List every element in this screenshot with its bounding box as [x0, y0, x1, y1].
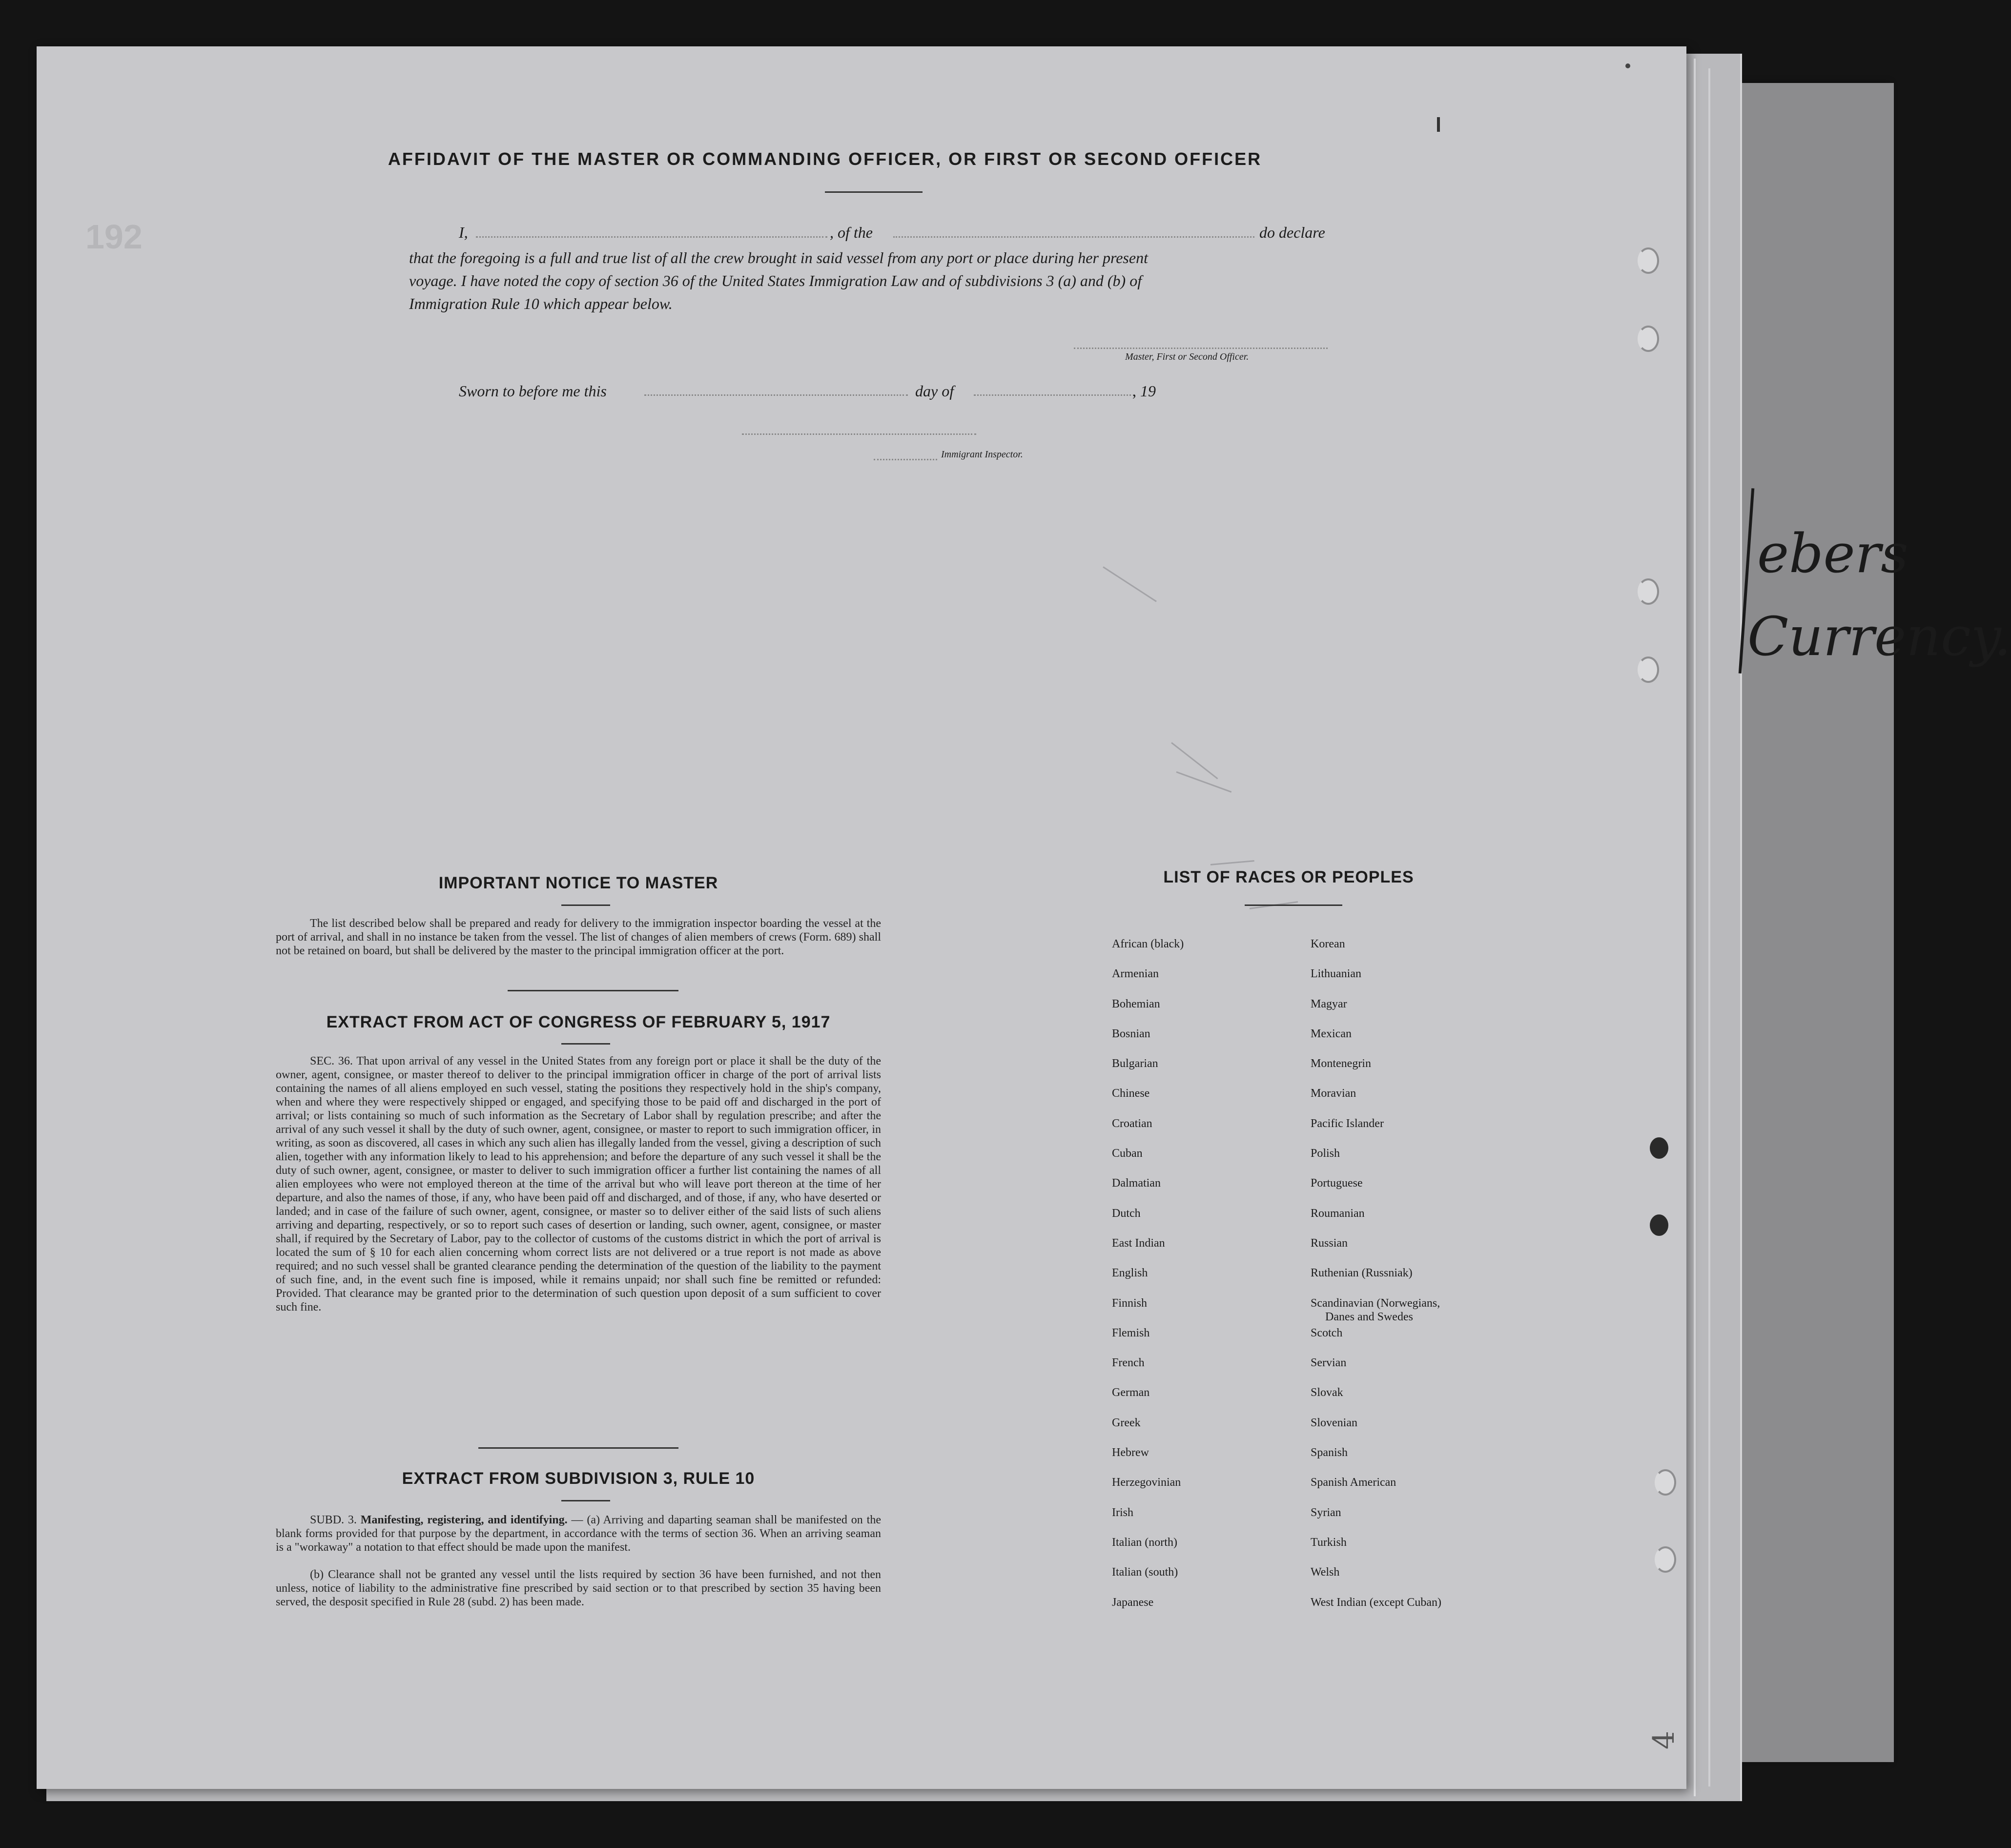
- affidavit-title: AFFIDAVIT OF THE MASTER OR COMMANDING OFFICER, OR FIRST OR SECOND OFFICER: [388, 149, 1262, 169]
- extract-act-title: EXTRACT FROM ACT OF CONGRESS OF FEBRUARY 5, 1917: [326, 1013, 831, 1031]
- races-column-2: [1311, 929, 1441, 1618]
- race-item: Pacific Islander: [1311, 1117, 1384, 1130]
- race-item: Ruthenian (Russniak): [1311, 1267, 1413, 1280]
- race-item: Bohemian: [1112, 997, 1160, 1010]
- race-item: Dalmatian: [1112, 1177, 1161, 1190]
- race-item: Scandinavian (Norwegians, Danes and Swedes: [1311, 1296, 1440, 1323]
- race-item: Turkish: [1311, 1536, 1347, 1549]
- divider: [508, 990, 678, 991]
- race-item: Moravian: [1311, 1087, 1356, 1100]
- binder-hole: [1638, 578, 1659, 605]
- race-item: Italian (south): [1112, 1566, 1178, 1579]
- race-item: Korean: [1311, 938, 1345, 950]
- extract-rule-para-b: (b) Clearance shall not be granted any vessel until the lists required by section 36 have been furnished, and not then unless, notice of liability to the administrative fine prescribed by said section or to that prescribed by section 35 having been served, the desposit specified in Rule 28 (subd. 2) has been made.: [276, 1568, 881, 1608]
- corner-mark: 4: [1647, 1730, 1682, 1750]
- divider: [561, 1500, 610, 1501]
- divider: [1245, 904, 1342, 906]
- race-item: Welsh: [1311, 1566, 1340, 1579]
- day-of-label: day of: [915, 382, 954, 400]
- race-item: Lithuanian: [1311, 967, 1361, 981]
- race-item: Herzegovinian: [1112, 1476, 1181, 1489]
- binder-hole: [1638, 326, 1659, 352]
- races-column-1: [1112, 929, 1184, 1618]
- signature-line: [1074, 348, 1328, 349]
- race-item: Dutch: [1112, 1207, 1141, 1220]
- subd-heading: Manifesting, registering, and identifying.: [360, 1514, 568, 1526]
- race-item: Italian (north): [1112, 1536, 1177, 1549]
- race-item: Slovak: [1311, 1386, 1343, 1399]
- race-item: Roumanian: [1311, 1207, 1365, 1220]
- subd-text: — (a) Arriving and daparting seaman shall be manifested on the blank forms provided for that purpose by the department, in accordance with the terms of section 36. When an arriving seaman is a "workaway" a notation to that effect should be made upon the manifest.: [276, 1514, 881, 1554]
- inspector-label: Immigrant Inspector.: [941, 449, 1023, 460]
- affidavit-line: voyage. I have noted the copy of section 36 of the United States Immigration Law and of subdivisions 3 (a) and (b) of: [409, 272, 1142, 289]
- race-item: Portuguese: [1311, 1177, 1363, 1190]
- race-item: Mexican: [1311, 1027, 1352, 1040]
- day-blank: [644, 394, 908, 396]
- races-title: LIST OF RACES OR PEOPLES: [1163, 868, 1414, 886]
- binder-hole: [1655, 1469, 1676, 1496]
- notice-title: IMPORTANT NOTICE TO MASTER: [438, 874, 718, 892]
- race-item: Chinese: [1112, 1087, 1150, 1100]
- race-item: Bulgarian: [1112, 1057, 1158, 1070]
- affidavit-line: that the foregoing is a full and true list of all the crew brought in said vessel from any port or place during her present: [409, 249, 1148, 267]
- binder-hole: [1650, 1214, 1668, 1236]
- race-item: Magyar: [1311, 997, 1347, 1010]
- race-item: Irish: [1112, 1506, 1133, 1519]
- race-item: East Indian: [1112, 1236, 1165, 1250]
- race-item: Greek: [1112, 1416, 1141, 1429]
- divider: [561, 904, 610, 906]
- divider: [825, 191, 923, 193]
- divider: [561, 1043, 610, 1045]
- race-item: Montenegrin: [1311, 1057, 1371, 1070]
- race-item: Spanish American: [1311, 1476, 1396, 1489]
- race-item: Syrian: [1311, 1506, 1341, 1519]
- race-item: Polish: [1311, 1147, 1340, 1160]
- speck: [1625, 63, 1630, 68]
- race-item: West Indian (except Cuban): [1311, 1596, 1441, 1609]
- affidavit-i-label: I,: [459, 224, 468, 241]
- race-item: Hebrew: [1112, 1446, 1149, 1459]
- race-item: Croatian: [1112, 1117, 1152, 1130]
- race-item: Cuban: [1112, 1147, 1143, 1160]
- race-item: French: [1112, 1356, 1145, 1370]
- extract-rule-para-a: [276, 1513, 881, 1554]
- race-item: Japanese: [1112, 1596, 1154, 1609]
- handwritten-note: ebers: [1757, 522, 1908, 585]
- race-item: African (black): [1112, 938, 1184, 950]
- binder-hole: [1638, 247, 1659, 274]
- of-the-label: , of the: [830, 224, 873, 241]
- name-blank: [476, 236, 827, 238]
- sworn-label: Sworn to before me this: [459, 382, 607, 400]
- inspector-dots: [874, 459, 937, 460]
- extract-act-body: SEC. 36. That upon arrival of any vessel in the United States from any foreign port or place it shall be the duty of the owner, agent, consignee, or master thereof to deliver to the principal immigration officer in charge of the port of arrival lists containing the names of all aliens employed en such vessel, stating the positions they respectively hold in the ship's company, when and where they were respectively shipped or engaged, and specifying those to be paid off and discharged in the port of arrival; or lists containing so much of such information as the Secretary of Labor shall by regulation prescribe; and after the arrival of any such vessel it shall by the duty of such owner, agent, consignee, or master to report to such immigration officer, in writing, as soon as discovered, all cases in which any such alien has illegally landed from the vessel, giving a description of such alien, together with any information likely to lead to his apprehension; and before the departure of any such vessel it shall be the duty of such owner, agent, consignee, or master to deliver to such immigration officer a further list containing the names of all alien employees who were not employed thereon at the time of the arrival but who will leave port thereon at the time of her departure, and also the names of those, if any, who have been paid off and discharged, and of those, if any, who have deserted or landed; and in case of the failure of such owner, agent, consignee, or master so to deliver either of the said lists of such aliens arriving and departing, respectively, or so to report such cases of desertion or landing, such owner, agent, consignee, or master shall, if required by the Secretary of Labor, pay to the collector of customs of the customs district in which the port of arrival is located the sum of § 10 for each alien concerning whom correct lists are not delivered or a true report is not made as above required; and no such vessel shall be granted clearance pending the determination of the question of the liability to the payment of such fine, and, in the event such fine is imposed, while it remains unpaid; nor shall such fine be remitted or refunded: Provided. That clearance may be granted prior to the determination of such question upon deposit of a sum sufficient to cover such fine.: [276, 1055, 881, 1314]
- year-label: , 19: [1132, 382, 1156, 400]
- binder-hole: [1650, 1137, 1668, 1159]
- affidavit-line: Immigration Rule 10 which appear below.: [409, 295, 673, 312]
- page-number: 192: [85, 218, 143, 256]
- vessel-blank: [893, 236, 1254, 238]
- do-declare-label: do declare: [1259, 224, 1325, 241]
- race-item: English: [1112, 1267, 1148, 1280]
- race-item: Armenian: [1112, 967, 1159, 981]
- race-item: Spanish: [1311, 1446, 1348, 1459]
- binder-hole: [1655, 1546, 1676, 1573]
- race-item: Scotch: [1311, 1326, 1343, 1339]
- subd-label: SUBD. 3.: [310, 1514, 357, 1526]
- affidavit-body: [409, 246, 1339, 315]
- race-item: Russian: [1311, 1236, 1348, 1250]
- race-item: German: [1112, 1386, 1150, 1399]
- race-item: Servian: [1311, 1356, 1347, 1370]
- race-item: Flemish: [1112, 1326, 1150, 1339]
- divider: [478, 1447, 678, 1449]
- race-item: Bosnian: [1112, 1027, 1150, 1040]
- race-item: Slovenian: [1311, 1416, 1357, 1429]
- month-blank: [974, 394, 1135, 396]
- handwritten-note: Currency.: [1747, 605, 2011, 668]
- race-item: Finnish: [1112, 1296, 1148, 1310]
- inspector-signature-line: [742, 433, 976, 435]
- speck: [1437, 117, 1440, 132]
- page-edge: [1694, 59, 1696, 1796]
- extract-rule-title: EXTRACT FROM SUBDIVISION 3, RULE 10: [402, 1469, 755, 1488]
- binder-hole: [1638, 657, 1659, 683]
- page-edge: [1708, 68, 1710, 1786]
- master-signature-label: Master, First or Second Officer.: [1125, 351, 1249, 362]
- notice-body: The list described below shall be prepared and ready for delivery to the immigration inspector boarding the vessel at the port of arrival, and shall in no instance be taken from the vessel. The list of changes of alien members of crews (Form. 689) shall not be retained on board, but shall be delivered by the master to the principal immigration officer at the port.: [276, 917, 881, 957]
